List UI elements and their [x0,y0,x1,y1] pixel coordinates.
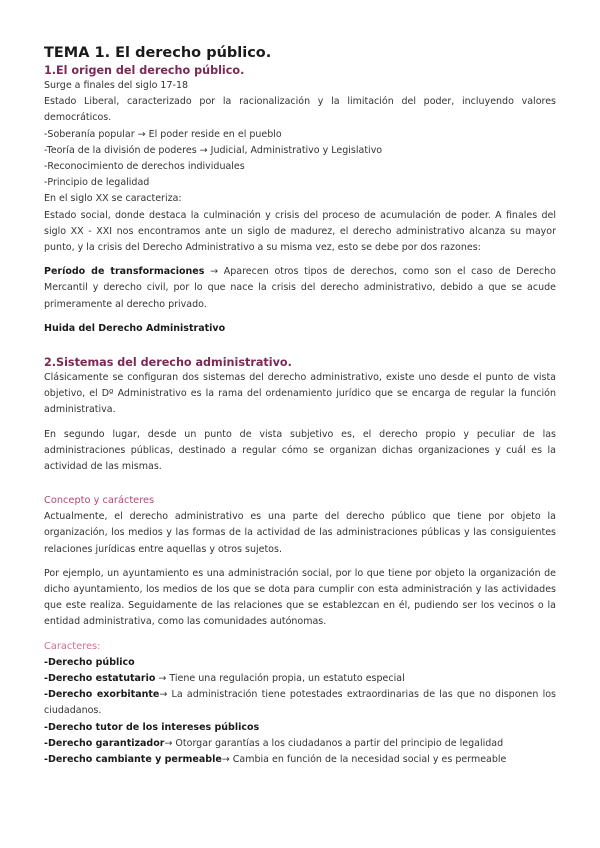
caracter-item [44,752,556,768]
s1-line-4: -Reconocimiento de derechos individuales [44,161,245,173]
section1-heading: 1.El origen del derecho público. [44,64,245,77]
caracter-item [44,687,556,719]
transformaciones-text: → Aparecen otros tipos de derechos, como son el caso de Derecho Mercantil y derecho civil, por lo que nace la crisis del derecho administrativo, debido a que se acude primeramente al derecho privado. [44,266,556,310]
s1-line-5: -Principio de legalidad [44,177,150,189]
caracter-label: -Derecho estatutario [44,672,156,684]
caracter-label: -Derecho cambiante y permeable [44,753,222,765]
concepto-paragraph-2: Por ejemplo, un ayuntamiento es una administración social, por lo que tiene por objeto la organización de dicho ayuntamiento, los medios de los que se dota para cumplir con esta administración y las actividades que este realiza. Seguidamente de las relaciones que se establezcan en él, pudiendo ser los vecinos o la entidad administrativa, como las comunidades autónomas. [44,567,556,628]
caracteres-heading: Caracteres: [44,640,101,652]
concepto-paragraph-1: Actualmente, el derecho administrativo es una parte del derecho público que tiene por objeto la organización, los medios y las formas de la actividad de las administraciones públicas y las consiguientes relaciones jurídicas entre aquellas y otros sujetos. [44,511,556,555]
concepto-heading: Concepto y carácteres [44,495,155,507]
caracter-label: -Derecho público [44,656,135,668]
s1-line-0: Surge a finales del siglo 17-18 [44,80,189,91]
caracter-text: → La administración tiene potestades extraordinarias de las que no disponen los ciudadanos. [44,689,557,717]
caracter-item [44,720,556,736]
s1-line-1: Estado Liberal, caracterizado por la racionalización y la limitación del poder, incluyendo valores democráticos. [44,96,556,124]
section2-paragraph-2: En segundo lugar, desde un punto de vista subjetivo es, el derecho propio y peculiar de las administraciones públicas, destinado a regular cómo se organizan dichas organizaciones y cuál es la actividad de las mismas. [44,428,556,473]
caracter-label: -Derecho garantizador [44,737,165,749]
caracter-item [44,655,556,671]
section2-paragraph-1: Clásicamente se configuran dos sistemas del derecho administrativo, existe uno desde el punto de vista objetivo, el Dº Administrativo es la rama del ordenamiento jurídico que se encarga de regular la función administrativa. [44,372,556,416]
huida-heading: Huida del Derecho Administrativo [44,322,226,334]
page-title: TEMA 1. El derecho público. [44,45,272,61]
caracter-text: → Cambia en función de la necesidad social y es permeable [221,753,507,765]
caracter-text: → Tiene una regulación propia, un estatuto especial [155,672,405,684]
s1-line-2: -Soberanía popular → El poder reside en el pueblo [44,128,282,140]
caracter-item [44,736,556,752]
s1-line-6: En el siglo XX se caracteriza: [44,193,182,205]
s1-line-7: Estado social, donde destaca la culminación y crisis del proceso de acumulación de poder. A finales del siglo XX - XXI nos encontramos ante un siglo de madurez, el derecho administrativo alcanza su mayor punto, y la crisis del Derecho Administrativo a su misma vez, esto se debe por dos razones: [44,209,556,254]
transformaciones-paragraph [44,264,556,313]
caracter-label: -Derecho exorbitante [44,689,160,701]
s1-line-3: -Teoría de la división de poderes → Judicial, Administrativo y Legislativo [44,144,383,156]
caracter-label: -Derecho tutor de los intereses públicos [44,721,260,733]
caracter-item [44,671,556,687]
transformaciones-label: Período de transformaciones [44,266,205,278]
caracter-text: → Otorgar garantías a los ciudadanos a partir del principio de legalidad [164,737,504,749]
section2-heading: 2.Sistemas del derecho administrativo. [44,356,292,370]
